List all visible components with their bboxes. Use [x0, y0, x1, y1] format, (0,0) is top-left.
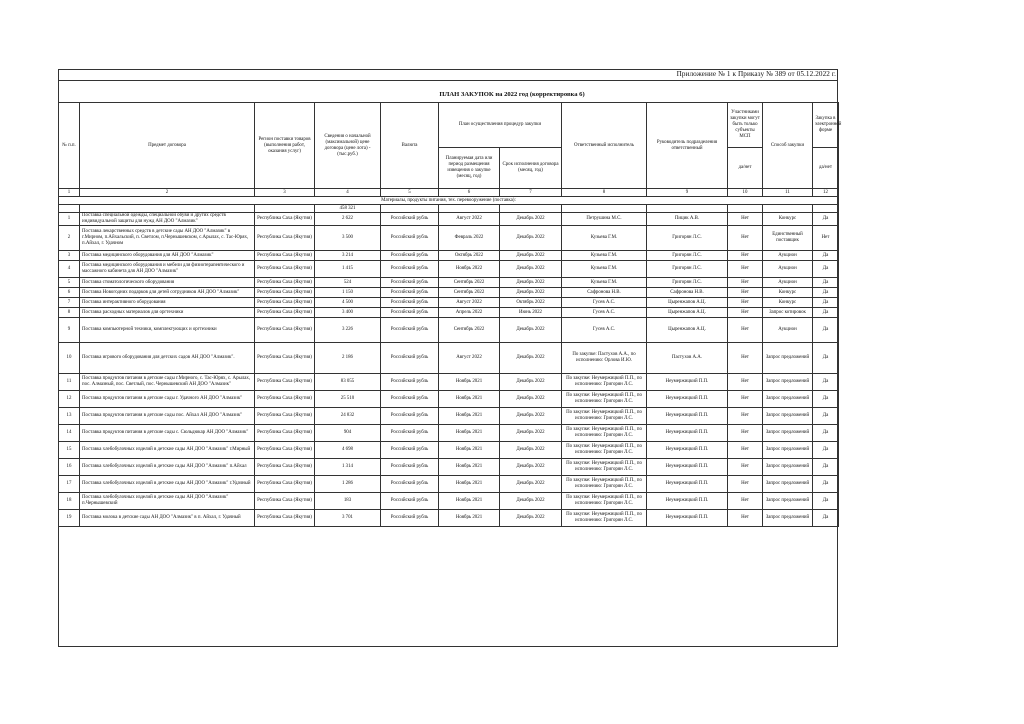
row-region: Республика Саха (Якутия)	[255, 391, 315, 408]
row-region: Республика Саха (Якутия)	[255, 408, 315, 425]
row-subject: Поставка хлебобулочных изделий в детские сады АН ДОО "Алмазик" п.Айхал	[80, 459, 255, 476]
row-subject: Поставка медицинского оборудования для АН ДОО "Алмазик"	[80, 251, 255, 261]
row-region: Республика Саха (Якутия)	[255, 261, 315, 278]
row-term: Декабрь 2022	[500, 288, 562, 298]
row-electronic: Да	[813, 476, 839, 493]
row-responsible: Кузьева Г.М.	[562, 251, 647, 261]
row-responsible: По закупке: Неумержицкий П.П., по исполнению: Григорян Л.С.	[562, 425, 647, 442]
row-subject: Поставка компьютерной техники, комплектующих и оргтехники	[80, 318, 255, 343]
col-electronic-sub: да/нет	[813, 148, 839, 189]
row-subject: Поставка медицинского оборудования и мебели для физиотерапевтического и массажного кабинета для АН ДОО "Алмазик"	[80, 261, 255, 278]
row-method: Запрос предложений	[763, 510, 813, 527]
row-term: Октябрь 2022	[500, 298, 562, 308]
row-currency: Российский рубль	[381, 261, 439, 278]
row-smp: Нет	[728, 288, 763, 298]
row-method: Запрос предложений	[763, 442, 813, 459]
row-responsible: Кузьева Г.М.	[562, 261, 647, 278]
row-electronic: Да	[813, 408, 839, 425]
row-head: Неумержицкий П.П.	[647, 476, 728, 493]
row-term: Декабрь 2022	[500, 493, 562, 510]
row-method: Запрос предложений	[763, 425, 813, 442]
row-smp: Нет	[728, 318, 763, 343]
row-responsible: По закупке: Неумержицкий П.П., по исполнению: Григорян Л.С.	[562, 408, 647, 425]
column-number: 8	[562, 189, 647, 197]
row-electronic: Да	[813, 251, 839, 261]
row-term: Декабрь 2022	[500, 391, 562, 408]
row-smp: Нет	[728, 408, 763, 425]
col-smp: Участниками закупки могут быть только субъекты МСП	[728, 103, 763, 148]
row-currency: Российский рубль	[381, 308, 439, 318]
row-subject: Поставка продуктов питания в детские сады с. Сюльдюкар АН ДОО "Алмазик"	[80, 425, 255, 442]
row-number: 13	[59, 408, 80, 425]
row-term: Декабрь 2022	[500, 226, 562, 251]
column-number: 6	[439, 189, 500, 197]
row-electronic: Да	[813, 442, 839, 459]
row-region: Республика Саха (Якутия)	[255, 425, 315, 442]
row-method: Аукцион	[763, 261, 813, 278]
row-price: 4 698	[315, 442, 381, 459]
table-row	[59, 288, 839, 298]
row-currency: Российский рубль	[381, 510, 439, 527]
row-subject: Поставка продуктов питания в детские сады г. Удачного АН ДОО "Алмазик"	[80, 391, 255, 408]
row-smp: Нет	[728, 251, 763, 261]
row-currency: Российский рубль	[381, 391, 439, 408]
row-head: Сафронова Н.В.	[647, 288, 728, 298]
row-subject: Поставка хлебобулочных изделий в детские сады АН ДОО "Алмазик" г.Мирный	[80, 442, 255, 459]
row-price: 2 186	[315, 343, 381, 374]
total-row	[59, 205, 839, 213]
row-head: Цыренжапов А.Ц.	[647, 298, 728, 308]
row-number: 14	[59, 425, 80, 442]
table-row	[59, 251, 839, 261]
row-smp: Нет	[728, 476, 763, 493]
row-price: 3 400	[315, 308, 381, 318]
row-method: Запрос предложений	[763, 476, 813, 493]
row-electronic: Да	[813, 425, 839, 442]
table-row	[59, 493, 839, 510]
row-electronic: Да	[813, 213, 839, 226]
row-term: Декабрь 2022	[500, 476, 562, 493]
col-electronic: Закупка в электронной форме	[813, 103, 839, 148]
row-responsible: По закупке: Пастухов А.А., по исполнению: Орлова И.Ю.	[562, 343, 647, 374]
row-price: 3 226	[315, 318, 381, 343]
row-head: Пицик А.В.	[647, 213, 728, 226]
row-subject: Поставка хлебобулочных изделий в детские сады АН ДОО "Алмазик" г.Удачный	[80, 476, 255, 493]
row-responsible: По закупке: Неумержицкий П.П., по исполнению: Григорян Л.С.	[562, 374, 647, 391]
row-currency: Российский рубль	[381, 408, 439, 425]
row-number: 19	[59, 510, 80, 527]
row-price: 3 500	[315, 226, 381, 251]
row-term: Декабрь 2022	[500, 278, 562, 288]
row-region: Республика Саха (Якутия)	[255, 318, 315, 343]
row-region: Республика Саха (Якутия)	[255, 493, 315, 510]
row-smp: Нет	[728, 442, 763, 459]
row-planned-date: Сентябрь 2022	[439, 278, 500, 288]
row-currency: Российский рубль	[381, 278, 439, 288]
row-responsible: По закупке: Неумержицкий П.П., по исполнению: Григорян Л.С.	[562, 476, 647, 493]
col-planned-date: Планируемая дата или период размещения извещения о закупке (месяц, год)	[439, 148, 500, 189]
row-region: Республика Саха (Якутия)	[255, 343, 315, 374]
row-method: Единственный поставщик	[763, 226, 813, 251]
row-currency: Российский рубль	[381, 343, 439, 374]
row-number: 17	[59, 476, 80, 493]
row-electronic: Да	[813, 308, 839, 318]
table-row	[59, 391, 839, 408]
row-smp: Нет	[728, 343, 763, 374]
row-electronic: Да	[813, 261, 839, 278]
row-price: 24 832	[315, 408, 381, 425]
row-electronic: Нет	[813, 226, 839, 251]
row-currency: Российский рубль	[381, 298, 439, 308]
row-price: 1 415	[315, 261, 381, 278]
row-electronic: Да	[813, 374, 839, 391]
row-method: Конкурс	[763, 288, 813, 298]
row-number: 11	[59, 374, 80, 391]
row-planned-date: Август 2022	[439, 213, 500, 226]
row-price: 4 500	[315, 298, 381, 308]
row-method: Аукцион	[763, 251, 813, 261]
row-planned-date: Ноябрь 2021	[439, 425, 500, 442]
row-smp: Нет	[728, 493, 763, 510]
row-method: Аукцион	[763, 318, 813, 343]
row-smp: Нет	[728, 425, 763, 442]
row-currency: Российский рубль	[381, 425, 439, 442]
row-electronic: Да	[813, 391, 839, 408]
row-price: 3 214	[315, 251, 381, 261]
row-responsible: По закупке: Неумержицкий П.П., по исполнению: Григорян Л.С.	[562, 459, 647, 476]
row-region: Республика Саха (Якутия)	[255, 459, 315, 476]
row-planned-date: Ноябрь 2022	[439, 261, 500, 278]
row-price: 25 510	[315, 391, 381, 408]
column-number: 3	[255, 189, 315, 197]
row-subject: Поставка хлебобулочных изделий в детские сады АН ДОО "Алмазик" п.Чернышевский	[80, 493, 255, 510]
row-price: 3 701	[315, 510, 381, 527]
row-term: Декабрь 2022	[500, 442, 562, 459]
row-responsible: Гусев А.С.	[562, 298, 647, 308]
row-term: Декабрь 2022	[500, 343, 562, 374]
row-number: 3	[59, 251, 80, 261]
row-price: 1 286	[315, 476, 381, 493]
row-currency: Российский рубль	[381, 213, 439, 226]
row-number: 16	[59, 459, 80, 476]
row-subject: Поставка Новогодних подарков для детей сотрудников АН ДОО "Алмазик"	[80, 288, 255, 298]
row-currency: Российский рубль	[381, 251, 439, 261]
table-row	[59, 459, 839, 476]
row-planned-date: Ноябрь 2021	[439, 391, 500, 408]
row-planned-date: Ноябрь 2021	[439, 493, 500, 510]
row-smp: Нет	[728, 459, 763, 476]
table-row	[59, 374, 839, 391]
table-row	[59, 425, 839, 442]
row-currency: Российский рубль	[381, 374, 439, 391]
row-subject: Поставка игрового оборудования для детских садов АН ДОО "Алмазик".	[80, 343, 255, 374]
table-row	[59, 476, 839, 493]
row-number: 15	[59, 442, 80, 459]
appendix-reference: Приложение № 1 к Приказу № 389 от 05.12.2022 г.	[676, 70, 836, 78]
col-term: Срок исполнения договора (месяц, год)	[500, 148, 562, 189]
row-head: Григорян Л.С.	[647, 251, 728, 261]
table-row	[59, 510, 839, 527]
row-currency: Российский рубль	[381, 459, 439, 476]
row-price: 1 314	[315, 459, 381, 476]
row-term: Декабрь 2022	[500, 251, 562, 261]
table-row	[59, 213, 839, 226]
row-subject: Поставка специальной одежды, специальной обуви и других средств индивидуальной защиты для нужд АН ДОО "Алмазик"	[80, 213, 255, 226]
row-region: Республика Саха (Якутия)	[255, 288, 315, 298]
row-method: Запрос предложений	[763, 343, 813, 374]
row-number: 6	[59, 288, 80, 298]
row-electronic: Да	[813, 288, 839, 298]
row-planned-date: Ноябрь 2021	[439, 408, 500, 425]
row-planned-date: Февраль 2022	[439, 226, 500, 251]
row-region: Республика Саха (Якутия)	[255, 510, 315, 527]
row-region: Республика Саха (Якутия)	[255, 298, 315, 308]
row-term: Декабрь 2022	[500, 425, 562, 442]
row-planned-date: Ноябрь 2021	[439, 459, 500, 476]
table-row	[59, 318, 839, 343]
row-head: Неумержицкий П.П.	[647, 408, 728, 425]
row-head: Неумержицкий П.П.	[647, 510, 728, 527]
row-head: Цыренжапов А.Ц.	[647, 318, 728, 343]
row-method: Запрос предложений	[763, 493, 813, 510]
row-subject: Поставка интерактивного оборудования	[80, 298, 255, 308]
row-currency: Российский рубль	[381, 442, 439, 459]
row-responsible: По закупке: Неумержицкий П.П., по исполнению: Григорян Л.С.	[562, 510, 647, 527]
row-number: 5	[59, 278, 80, 288]
row-region: Республика Саха (Якутия)	[255, 251, 315, 261]
row-method: Конкурс	[763, 298, 813, 308]
row-planned-date: Ноябрь 2021	[439, 442, 500, 459]
table-row	[59, 408, 839, 425]
row-responsible: Гусев А.С.	[562, 318, 647, 343]
procurement-table	[58, 102, 842, 527]
row-region: Республика Саха (Якутия)	[255, 213, 315, 226]
page-title: ПЛАН ЗАКУПОК на 2022 год (корректировка 6)	[439, 91, 585, 98]
row-smp: Нет	[728, 298, 763, 308]
column-number: 5	[381, 189, 439, 197]
row-subject: Поставка продуктов питания в детские сады пос. Айхал АН ДОО "Алмазик"	[80, 408, 255, 425]
column-number: 7	[500, 189, 562, 197]
row-price: 904	[315, 425, 381, 442]
row-currency: Российский рубль	[381, 288, 439, 298]
row-planned-date: Сентябрь 2022	[439, 288, 500, 298]
row-planned-date: Апрель 2022	[439, 308, 500, 318]
row-electronic: Да	[813, 278, 839, 288]
section-title: Материалы, продукты питания, тех. перевооружение (поставка):	[59, 197, 839, 205]
col-subject: Предмет договора	[80, 103, 255, 189]
column-number: 1	[59, 189, 80, 197]
row-term: Декабрь 2022	[500, 213, 562, 226]
row-method: Запрос предложений	[763, 408, 813, 425]
row-smp: Нет	[728, 226, 763, 251]
row-currency: Российский рубль	[381, 476, 439, 493]
table-row	[59, 278, 839, 288]
col-num: № п.п.	[59, 103, 80, 189]
row-currency: Российский рубль	[381, 226, 439, 251]
row-smp: Нет	[728, 261, 763, 278]
table-row	[59, 226, 839, 251]
row-smp: Нет	[728, 308, 763, 318]
column-number: 11	[763, 189, 813, 197]
column-number-row	[59, 189, 839, 197]
row-number: 10	[59, 343, 80, 374]
row-method: Запрос предложений	[763, 459, 813, 476]
col-region: Регион поставки товаров (выполнения работ, оказания услуг)	[255, 103, 315, 189]
row-method: Запрос предложений	[763, 391, 813, 408]
row-head: Цыренжапов А.Ц.	[647, 308, 728, 318]
row-planned-date: Ноябрь 2021	[439, 510, 500, 527]
row-region: Республика Саха (Якутия)	[255, 308, 315, 318]
row-currency: Российский рубль	[381, 318, 439, 343]
row-term: Декабрь 2022	[500, 408, 562, 425]
col-head: Руководитель подразделения ответственный	[647, 103, 728, 189]
row-currency: Российский рубль	[381, 493, 439, 510]
row-responsible: По закупке: Неумержицкий П.П., по исполнению: Григорян Л.С.	[562, 391, 647, 408]
row-number: 7	[59, 298, 80, 308]
row-smp: Нет	[728, 391, 763, 408]
row-electronic: Да	[813, 510, 839, 527]
table-row	[59, 308, 839, 318]
row-price: 524	[315, 278, 381, 288]
row-head: Неумержицкий П.П.	[647, 493, 728, 510]
column-number: 12	[813, 189, 839, 197]
row-method: Запрос котировок	[763, 308, 813, 318]
row-electronic: Да	[813, 298, 839, 308]
row-term: Июнь 2022	[500, 308, 562, 318]
row-subject: Поставка продуктов питания в детские сады г.Мирного, с. Тас-Юрях, с. Арылах, пос. Алмазный, пос. Светлый, пос. Чернышевский АН ДОО "Алмазик"	[80, 374, 255, 391]
row-number: 1	[59, 213, 80, 226]
row-term: Декабрь 2022	[500, 459, 562, 476]
row-number: 4	[59, 261, 80, 278]
row-number: 8	[59, 308, 80, 318]
row-responsible: Петрушина М.С.	[562, 213, 647, 226]
row-price: 83 055	[315, 374, 381, 391]
row-method: Конкурс	[763, 213, 813, 226]
col-price: Сведения о начальной (максимальной) цене договора (цене лота) - (тыс.руб.)	[315, 103, 381, 189]
row-number: 18	[59, 493, 80, 510]
row-head: Григорян Л.С.	[647, 261, 728, 278]
row-head: Григорян Л.С.	[647, 226, 728, 251]
row-number: 2	[59, 226, 80, 251]
row-head: Неумержицкий П.П.	[647, 425, 728, 442]
table-row	[59, 298, 839, 308]
row-planned-date: Сентябрь 2022	[439, 318, 500, 343]
row-price: 1 150	[315, 288, 381, 298]
col-currency: Валюта	[381, 103, 439, 189]
col-method: Способ закупки	[763, 103, 813, 189]
column-number: 10	[728, 189, 763, 197]
row-smp: Нет	[728, 510, 763, 527]
column-number: 9	[647, 189, 728, 197]
row-planned-date: Август 2022	[439, 343, 500, 374]
table-row	[59, 442, 839, 459]
row-region: Республика Саха (Якутия)	[255, 278, 315, 288]
row-term: Декабрь 2022	[500, 318, 562, 343]
divider	[58, 80, 838, 81]
row-term: Декабрь 2022	[500, 261, 562, 278]
row-term: Декабрь 2022	[500, 510, 562, 527]
row-smp: Нет	[728, 213, 763, 226]
row-planned-date: Ноябрь 2021	[439, 476, 500, 493]
row-planned-date: Октябрь 2022	[439, 251, 500, 261]
row-region: Республика Саха (Якутия)	[255, 374, 315, 391]
row-term: Декабрь 2022	[500, 374, 562, 391]
row-head: Григорян Л.С.	[647, 278, 728, 288]
row-responsible: По закупке: Неумержицкий П.П., по исполнению: Григорян Л.С.	[562, 442, 647, 459]
row-planned-date: Август 2022	[439, 298, 500, 308]
row-head: Неумержицкий П.П.	[647, 442, 728, 459]
total-value: 458 321	[315, 205, 381, 213]
row-electronic: Да	[813, 343, 839, 374]
row-price: 183	[315, 493, 381, 510]
row-method: Аукцион	[763, 278, 813, 288]
row-responsible: Кузьева Г.М.	[562, 226, 647, 251]
table-row	[59, 343, 839, 374]
row-price: 2 622	[315, 213, 381, 226]
col-procedure: План осуществления процедур закупки	[439, 103, 562, 148]
row-region: Республика Саха (Якутия)	[255, 226, 315, 251]
column-number: 2	[80, 189, 255, 197]
row-head: Неумержицкий П.П.	[647, 459, 728, 476]
row-electronic: Да	[813, 318, 839, 343]
row-smp: Нет	[728, 278, 763, 288]
row-electronic: Да	[813, 459, 839, 476]
row-number: 9	[59, 318, 80, 343]
row-method: Запрос предложений	[763, 374, 813, 391]
row-region: Республика Саха (Якутия)	[255, 476, 315, 493]
row-subject: Поставка молока в детские сады АН ДОО "Алмазик" в п. Айхал, г. Удачный	[80, 510, 255, 527]
col-responsible: Ответственный исполнитель	[562, 103, 647, 189]
row-responsible: Кузьева Г.М.	[562, 278, 647, 288]
row-head: Неумержицкий П.П.	[647, 391, 728, 408]
column-number: 4	[315, 189, 381, 197]
row-electronic: Да	[813, 493, 839, 510]
row-head: Пастухов А.А.	[647, 343, 728, 374]
row-subject: Поставка лекарственных средств в детские сады АН ДОО "Алмазик" в г.Мирном, п.Айхальский, п. Светлом, п.Чернышевском, с.Арылах, с. Тас-Юрях, п.Айхал, г. Удачном	[80, 226, 255, 251]
section-row	[59, 197, 839, 205]
table-row	[59, 261, 839, 278]
row-smp: Нет	[728, 374, 763, 391]
row-responsible: Сафронова Н.В.	[562, 288, 647, 298]
col-smp-sub: да/нет	[728, 148, 763, 189]
row-region: Республика Саха (Якутия)	[255, 442, 315, 459]
row-subject: Поставка расходных материалов для оргтехники	[80, 308, 255, 318]
row-responsible: По закупке: Неумержицкий П.П., по исполнению: Григорян Л.С.	[562, 493, 647, 510]
row-planned-date: Ноябрь 2021	[439, 374, 500, 391]
row-head: Неумержицкий П.П.	[647, 374, 728, 391]
row-responsible: Гусев А.С.	[562, 308, 647, 318]
row-number: 12	[59, 391, 80, 408]
row-subject: Поставка стоматологического оборудования	[80, 278, 255, 288]
